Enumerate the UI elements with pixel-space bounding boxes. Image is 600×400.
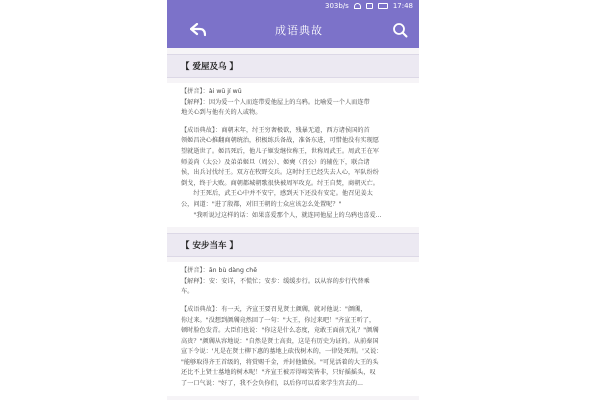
story-text: 纣王死后，武王心中并不安宁，感到天下还没有安定。他召见姜太 (193, 190, 373, 198)
status-bar (167, 0, 419, 12)
explain-label: 【解释】： (181, 98, 209, 106)
search-icon (392, 22, 408, 38)
idiom-detail (167, 262, 419, 396)
search-button[interactable] (391, 21, 409, 39)
signal-icon (366, 3, 373, 9)
story-text: "我听说过这样的话：如果喜爱那个人，就连同他屋上的乌鸦也喜爱... (193, 211, 382, 219)
pinyin-label: 【拼音】： (181, 88, 209, 95)
story-text: 望就逝世了。姬昌死后，他儿子姬发继位称王，世称周武王。周武王在军 (181, 147, 379, 155)
idiom-detail (167, 83, 419, 227)
story-label: 【成语典故】： (181, 305, 222, 313)
story-text: 侯，出兵讨伐纣王。双方在牧野交兵。这时纣王已经失去人心，军队纷纷 (181, 169, 379, 177)
story-text: 高贵？"颜斶从容地说："自然是贤士高贵，这是有历史为证的。从前秦国 (181, 337, 379, 345)
explain-text: 因为爱一个人而连带爱他屋上的乌鸦。比喻爱一个人而连带 (208, 98, 370, 106)
explain-text: 安：安详，不慌忙；安步：缓缓步行。以从容的步行代替乘 (208, 277, 370, 285)
idiom-list[interactable] (167, 54, 419, 396)
story-text: 师姜尚（太公）及弟弟姬旦（周公）、姬奭（召公）的辅佐下，联合诸 (181, 158, 370, 166)
back-button[interactable] (189, 21, 207, 39)
story-text: 你过来。"没想到颜斶竟然回了一句："大王，你过来吧！"齐宣王听了， (181, 316, 376, 324)
app-header (167, 12, 419, 48)
explain-text-cont: 地关心到与他有关的人或物。 (181, 109, 262, 117)
story-text: 领姬昌决心推翻商朝统治，积极练兵备战，准备东进，可惜他没有实现愿 (181, 137, 379, 145)
network-speed: 303b/s (325, 2, 349, 10)
explain-label: 【解释】： (181, 277, 209, 285)
story-text: "能够取得齐王首级的，将赏赐千金，并封他做侯。"可见活着的大王的头 (181, 358, 379, 366)
story-text: 有一天，齐宣王要召见贤士颜斶，就对他说："颜斶， (221, 305, 367, 313)
pinyin-text: ài wū jí wū (208, 88, 242, 95)
phone-screen (167, 0, 419, 400)
story-text: 还比不上贤士墓地的树木呢！"齐宣王被弄得啼笑皆非，只好摇摇头，叹 (181, 369, 376, 377)
back-arrow-icon (190, 23, 206, 37)
pinyin-label: 【拼音】： (181, 267, 209, 275)
story-text: 顿时脸色发青。大臣们也说："你这是什么态度，竟敢王面前无礼？"颜斶 (181, 327, 379, 335)
clock: 17:48 (392, 2, 413, 10)
battery-icon (378, 3, 388, 9)
story-text: 了一口气说："好了，我不会负你们，以后你可以看来学生宫去的... (181, 380, 363, 388)
idiom-title[interactable]: 【 安步当车 】 (167, 233, 419, 257)
story-text: 宣下令说：'凡是在贤士柳下惠的墓地上砍伐树木的，一律处死刑。'又说： (181, 348, 383, 356)
story-text: 倒戈，终于大败。商朝都城朝歌很快被周军攻克。纣王自焚，商朝灭亡。 (181, 179, 379, 187)
pinyin-text: ān bù dàng chē (208, 267, 258, 275)
page-title: 成语典故 (275, 24, 323, 37)
wifi-icon (354, 3, 361, 9)
story-label: 【成语典故】： (181, 126, 222, 134)
story-text: 公，问道："进了殷都，对旧王朝的士众应该怎么处置呢？" (181, 200, 342, 208)
story-text: 商朝末年，纣王穷奢极欲，残暴无道，西方诸侯国的首 (221, 126, 370, 134)
explain-text-cont: 车。 (181, 288, 194, 296)
idiom-title[interactable]: 【 爱屋及乌 】 (167, 54, 419, 78)
